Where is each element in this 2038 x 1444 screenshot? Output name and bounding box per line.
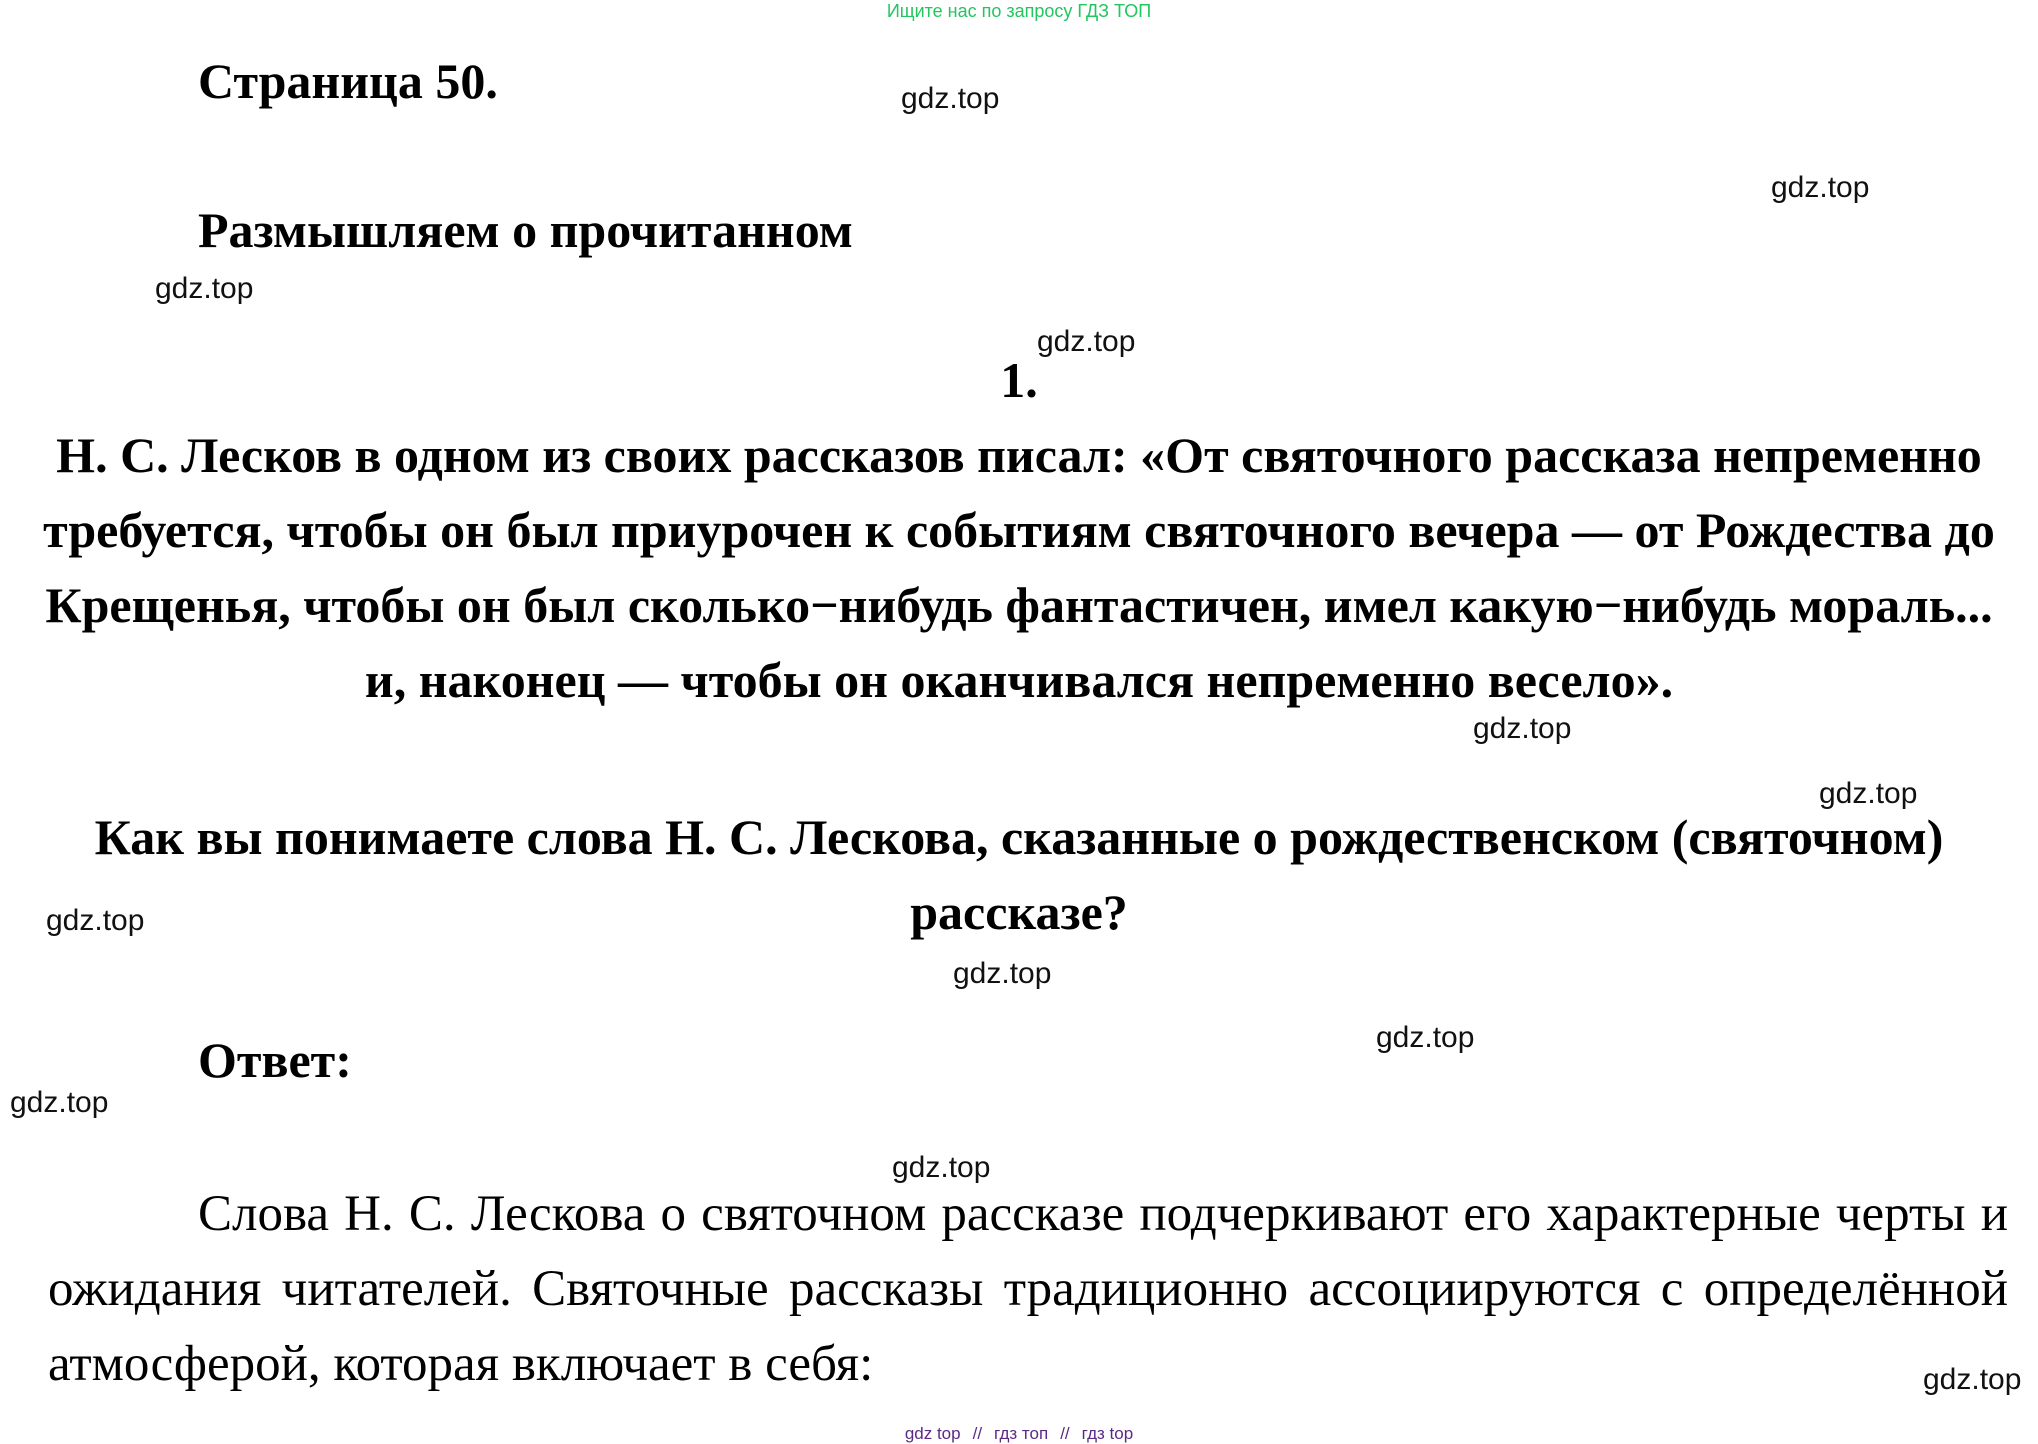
bottom-banner-link-2[interactable]: гдз топ xyxy=(994,1424,1049,1443)
top-banner: Ищите нас по запросу ГДЗ ТОП xyxy=(886,1,1152,21)
watermark: gdz.top xyxy=(1473,712,1572,745)
watermark: gdz.top xyxy=(1923,1363,2022,1396)
bottom-banner-link-3[interactable]: гдз top xyxy=(1081,1424,1134,1443)
task-number: 1. xyxy=(1000,352,1038,408)
bottom-banner-separator: // xyxy=(972,1424,983,1443)
watermark: gdz.top xyxy=(155,272,254,305)
watermark: gdz.top xyxy=(1037,325,1136,358)
answer-text: Слова Н. С. Лескова о святочном рассказе подчеркивают его характерные черты и ожидания читателей. Святочные рассказы традиционно ассоциируются с определённой атмосферой, которая включает в себя: xyxy=(48,1186,2008,1392)
section-title: Размышляем о прочитанном xyxy=(198,202,853,258)
watermark: gdz.top xyxy=(1376,1021,1475,1054)
watermark: gdz.top xyxy=(46,904,145,937)
bottom-banner-separator: // xyxy=(1060,1424,1070,1443)
watermark: gdz.top xyxy=(892,1151,991,1184)
watermark: gdz.top xyxy=(901,82,1000,115)
watermark: gdz.top xyxy=(953,957,1052,990)
task-question: Как вы понимаете слова Н. С. Лескова, сказанные о рождественском (святочном) рассказе? xyxy=(94,809,1944,940)
watermark: gdz.top xyxy=(10,1086,109,1119)
answer-label: Ответ: xyxy=(198,1032,352,1088)
watermark: gdz.top xyxy=(1819,777,1918,810)
watermark: gdz.top xyxy=(1771,171,1870,204)
bottom-banner xyxy=(0,1424,2038,1444)
task-quote: Н. С. Лесков в одном из своих рассказов писал: «От святочного рассказа непременно требуется, чтобы он был приурочен к событиям святочного вечера — от Рождества до Крещенья, чтобы он был сколько−нибудь фантастичен, имел какую−нибудь мораль... и, наконец — чтобы он оканчивался непременно весело». xyxy=(43,427,1995,708)
bottom-banner-link-1[interactable]: gdz top xyxy=(904,1424,961,1443)
page-title: Страница 50. xyxy=(198,53,498,109)
